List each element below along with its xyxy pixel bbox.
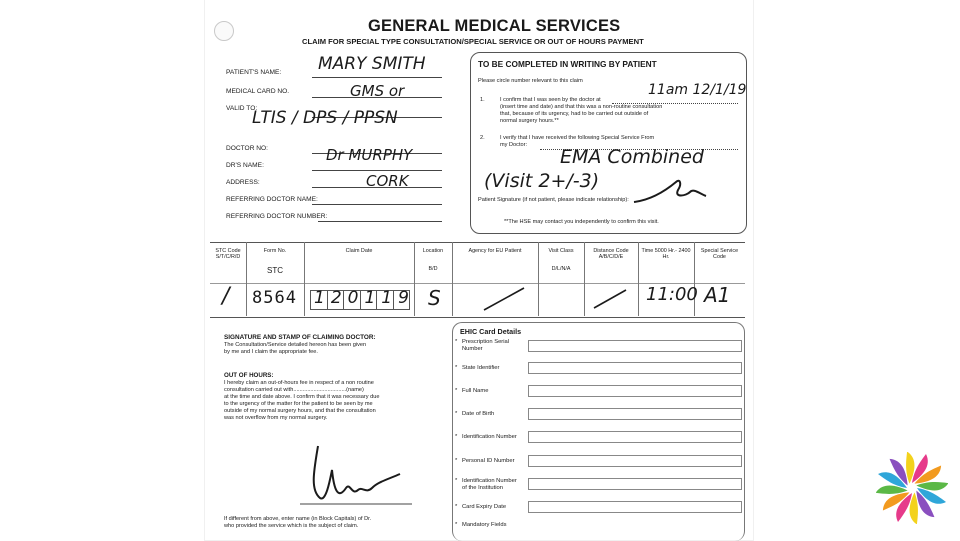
signature-text-2: by me and I claim the appropriate fee. xyxy=(224,349,318,355)
ooh-title: OUT OF HOURS: xyxy=(224,372,274,379)
col-location-sub: B/D xyxy=(428,266,438,272)
ooh-line-3: at the time and date above. I confirm that it was necessary due xyxy=(224,394,380,400)
card-expiry-field[interactable] xyxy=(528,501,742,513)
doctor-no-label: DOCTOR NO: xyxy=(226,145,269,152)
patient-name-value: MARY SMITH xyxy=(318,54,426,74)
col-special-service: Special Service Code xyxy=(700,248,739,261)
doctor-signature xyxy=(296,440,416,510)
item1-handwritten: 11am 12/1/19 xyxy=(648,82,747,98)
hse-footnote: **The HSE may contact you independently to confirm this visit. xyxy=(504,219,659,225)
col-location: Location xyxy=(422,248,444,254)
row-form-no: 8564 xyxy=(252,288,297,308)
ooh-line-1: I hereby claim an out-of-hours fee in respect of a non routine xyxy=(224,380,374,386)
logo-center xyxy=(907,483,917,493)
col-distance: Distance Code A/B/C/D/E xyxy=(593,248,629,261)
ehic-row-full-name: * Full Name xyxy=(455,388,489,394)
ooh-line-5: outside of my normal surgery hours, and that the consultation xyxy=(224,408,376,414)
signature-text-1: The Consultation/Service detailed hereon has been given xyxy=(224,342,367,348)
dr-name-value: Dr MURPHY xyxy=(326,146,413,164)
item1-line3: that, because of its urgency, had to be carried out outside of xyxy=(500,111,649,117)
referring-doctor-number-label: REFERRING DOCTOR NUMBER: xyxy=(226,213,328,220)
col-stc-code: STC Code S/T/C/R/D xyxy=(215,248,241,261)
ooh-line-4: to the urgency of the matter for the patient to be seen by me xyxy=(224,401,373,407)
col-time: Time 5000 Hr.- 2400 Hr. xyxy=(641,248,691,261)
valid-to-label: VALID TO: xyxy=(226,105,258,112)
row-claim-date: 120119 xyxy=(314,288,415,308)
identification-number-field[interactable] xyxy=(528,431,742,443)
row-special-code: A1 xyxy=(704,283,731,307)
item2-line2: my Doctor: xyxy=(500,142,528,148)
item1-number: 1. xyxy=(480,97,485,103)
valid-to-value: LTIS / DPS / PPSN xyxy=(252,108,398,128)
signature-section-title: SIGNATURE AND STAMP OF CLAIMING DOCTOR: xyxy=(224,334,376,341)
col-visit-class-sub: D/L/N/A xyxy=(551,266,571,272)
brand-swirl-logo xyxy=(876,452,948,524)
item2-number: 2. xyxy=(480,135,485,141)
patient-signature-scribble xyxy=(630,174,710,208)
full-name-field[interactable] xyxy=(528,385,742,397)
item2-handwritten-2: (Visit 2+/-3) xyxy=(484,170,600,192)
item1-text: I confirm that I was seen by the doctor at xyxy=(500,97,601,103)
row-stc-value: / xyxy=(222,284,230,309)
row-agency-slash xyxy=(480,284,530,314)
signature-foot-2: who provided the service which is the subject of claim. xyxy=(224,523,359,529)
ehic-row-institution: * Identification Number of the Institution xyxy=(455,478,517,491)
form-title: GENERAL MEDICAL SERVICES xyxy=(368,17,621,35)
item2-text: I verify that I have received the following Special Service From xyxy=(500,135,655,141)
row-location: S xyxy=(428,286,441,310)
referring-doctor-name-label: REFERRING DOCTOR NAME: xyxy=(226,196,318,203)
medical-card-label: MEDICAL CARD NO. xyxy=(226,88,290,95)
address-value: CORK xyxy=(366,172,409,190)
ehic-title: EHIC Card Details xyxy=(460,327,522,336)
dr-name-label: DR'S NAME: xyxy=(226,162,264,169)
patient-signature-label: Patient Signature (if not patient, please indicate relationship): xyxy=(478,197,629,203)
personal-id-field[interactable] xyxy=(528,455,742,467)
ehic-row-state: * State Identifier xyxy=(455,365,500,371)
patient-name-label: PATIENT'S NAME: xyxy=(226,69,282,76)
ehic-mandatory-note: * Mandatory Fields xyxy=(455,522,507,528)
punch-hole xyxy=(214,21,234,41)
ehic-row-dob: * Date of Birth xyxy=(455,411,495,417)
address-label: ADDRESS: xyxy=(226,179,260,186)
col-claim-date: Claim Date xyxy=(345,248,373,254)
col-visit-class: Visit Class xyxy=(548,248,574,254)
institution-id-field[interactable] xyxy=(528,478,742,490)
row-time: 11:00 xyxy=(646,284,698,305)
medical-card-value: GMS or xyxy=(350,82,405,100)
signature-foot-1: If different from above, enter name (in Block Capitals) of Dr. xyxy=(224,516,372,522)
item1-line4: normal surgery hours.** xyxy=(500,118,559,124)
row-distance-slash xyxy=(590,286,630,312)
col-form-no: Form No. xyxy=(263,248,287,254)
prescription-serial-field[interactable] xyxy=(528,340,742,352)
patient-section-title: TO BE COMPLETED IN WRITING BY PATIENT xyxy=(478,59,657,69)
ooh-line-2: consultation carried out with..................................(name) xyxy=(224,387,364,393)
item2-handwritten-1: EMA Combined xyxy=(560,146,704,168)
form-subtitle: CLAIM FOR SPECIAL TYPE CONSULTATION/SPECIAL SERVICE OR OUT OF HOURS PAYMENT xyxy=(302,37,644,46)
ehic-row-prescription: * Prescription Serial Number xyxy=(455,339,510,352)
col-form-no-sub: STC xyxy=(267,266,283,275)
patient-instruction: Please circle number relevant to this claim xyxy=(478,78,583,84)
ooh-line-6: was not overflow from my normal surgery. xyxy=(224,415,328,421)
date-of-birth-field[interactable] xyxy=(528,408,742,420)
col-agency: Agency for EU Patient xyxy=(468,248,522,254)
ehic-row-expiry: * Card Expiry Date xyxy=(455,504,507,510)
ehic-row-personal-id: * Personal ID Number xyxy=(455,458,515,464)
ehic-row-id-number: * Identification Number xyxy=(455,434,517,440)
state-identifier-field[interactable] xyxy=(528,362,742,374)
item1-line2: (insert time and date) and that this was a non-routine consultation xyxy=(500,104,663,110)
